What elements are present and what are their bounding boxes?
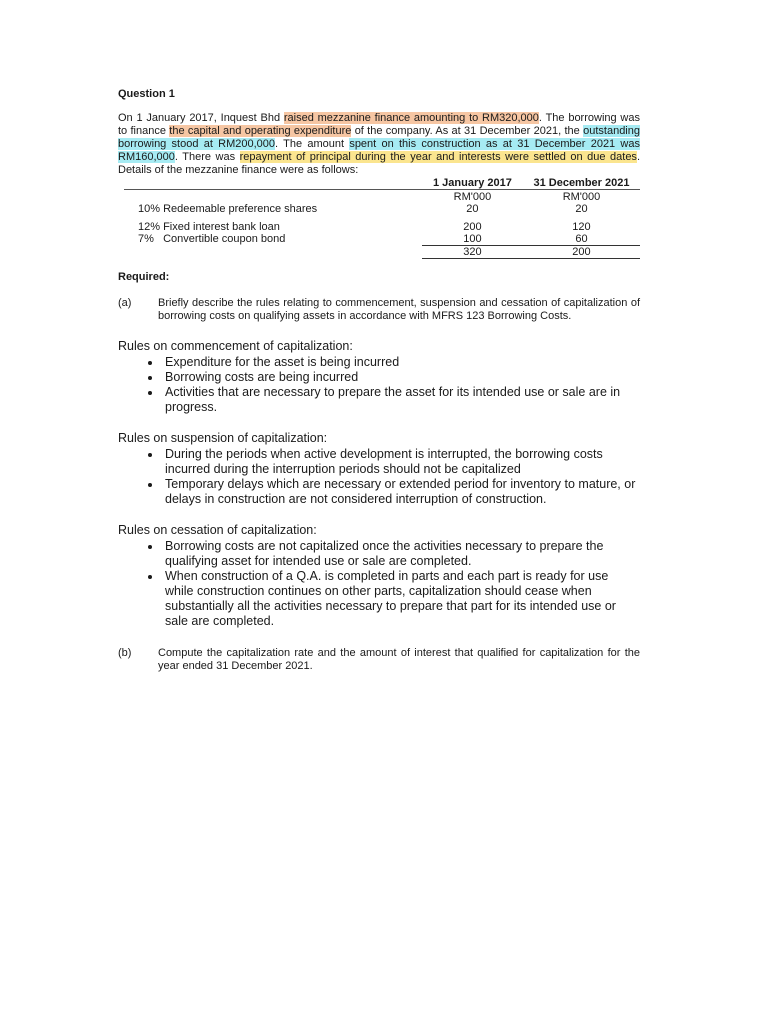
- table-row: [124, 221, 640, 233]
- row-value-2017: 200: [463, 221, 482, 233]
- suspension-heading: Rules on suspension of capitalization:: [118, 431, 328, 445]
- intro-text-4: . The amount: [275, 138, 350, 150]
- highlight-outstanding-borrowing: outstanding borrowing stood at RM200,000: [118, 125, 640, 150]
- total-2017: 320: [422, 246, 523, 259]
- document-page: [118, 88, 640, 673]
- suspension-list: [118, 447, 640, 507]
- table-row: [124, 233, 640, 246]
- part-a: [118, 297, 640, 323]
- cessation-list: [118, 539, 640, 629]
- list-item: • During the periods when active development is interrupted, the borrowing costs incurred during the interruption periods should not be capitalized: [162, 447, 640, 477]
- row-label: 10% Redeemable preference shares: [138, 203, 318, 215]
- row-value-2021: 120: [572, 221, 591, 233]
- rules-section: [118, 339, 640, 629]
- list-item: • Activities that are necessary to prepare the asset for its intended use or sale are in progress.: [162, 385, 640, 415]
- list-item: • When construction of a Q.A. is completed in parts and each part is ready for use while construction continues on other parts, capitalization should cease when substantially all the activities necessary to prepare that part for its intended use or sale are completed.: [162, 569, 640, 629]
- unit-2021: RM'000: [562, 191, 601, 203]
- highlight-capital-expenditure: the capital and operating expenditure: [169, 125, 352, 137]
- intro-text-3: of the company. As at 31 December 2021, the: [351, 125, 584, 137]
- total-2021: 200: [523, 246, 640, 259]
- table-row: [124, 203, 640, 215]
- commencement-list: [118, 355, 640, 415]
- row-value-2021: 60: [575, 233, 588, 245]
- list-item: • Expenditure for the asset is being incurred: [162, 355, 640, 370]
- highlight-mezzanine-finance: raised mezzanine finance amounting to RM320,000: [283, 112, 539, 124]
- row-value-2017: 20: [466, 203, 479, 215]
- part-a-label: (a): [118, 297, 132, 309]
- table-total-row: [124, 246, 640, 259]
- header-2021: 31 December 2021: [523, 177, 640, 190]
- header-2017: 1 January 2017: [422, 177, 523, 190]
- part-b: [118, 647, 640, 673]
- table-unit-row: [124, 190, 640, 204]
- list-item: • Borrowing costs are being incurred: [162, 370, 640, 385]
- intro-text-6: . Details of the mezzanine finance were as follows:: [118, 151, 640, 176]
- question-intro: [118, 112, 640, 177]
- list-item: • Borrowing costs are not capitalized once the activities necessary to prepare the qualifying asset for intended use or sale are completed.: [162, 539, 640, 569]
- cessation-heading: Rules on cessation of capitalization:: [118, 523, 317, 537]
- mezzanine-finance-table: [124, 177, 640, 259]
- list-item: • Temporary delays which are necessary or extended period for inventory to mature, or delays in construction are not considered interruption of construction.: [162, 477, 640, 507]
- row-value-2017: 100: [463, 233, 482, 245]
- part-b-text: Compute the capitalization rate and the amount of interest that qualified for capitalization for the year ended 31 December 2021.: [158, 647, 640, 672]
- part-b-label: (b): [118, 647, 132, 659]
- question-title: Question 1: [118, 88, 175, 100]
- unit-2017: RM'000: [453, 191, 492, 203]
- required-heading: Required:: [118, 271, 170, 283]
- row-label: 7% Convertible coupon bond: [138, 233, 286, 246]
- row-label: 12% Fixed interest bank loan: [138, 221, 280, 233]
- highlight-amount-spent: spent on this construction as at 31 December 2021 was RM160,000: [118, 138, 640, 163]
- intro-text-1: On 1 January 2017, Inquest Bhd: [118, 112, 284, 124]
- commencement-heading: Rules on commencement of capitalization:: [118, 339, 353, 353]
- part-a-text: Briefly describe the rules relating to commencement, suspension and cessation of capitalization of borrowing costs on qualifying assets in accordance with MFRS 123 Borrowing Costs.: [158, 297, 640, 322]
- table-header-row: [124, 177, 640, 190]
- intro-text-2: . The borrowing was to finance: [118, 112, 640, 137]
- highlight-repayment: repayment of principal during the year and interests were settled on due dates: [239, 151, 637, 163]
- row-value-2021: 20: [575, 203, 588, 215]
- intro-text-5: . There was: [174, 151, 240, 163]
